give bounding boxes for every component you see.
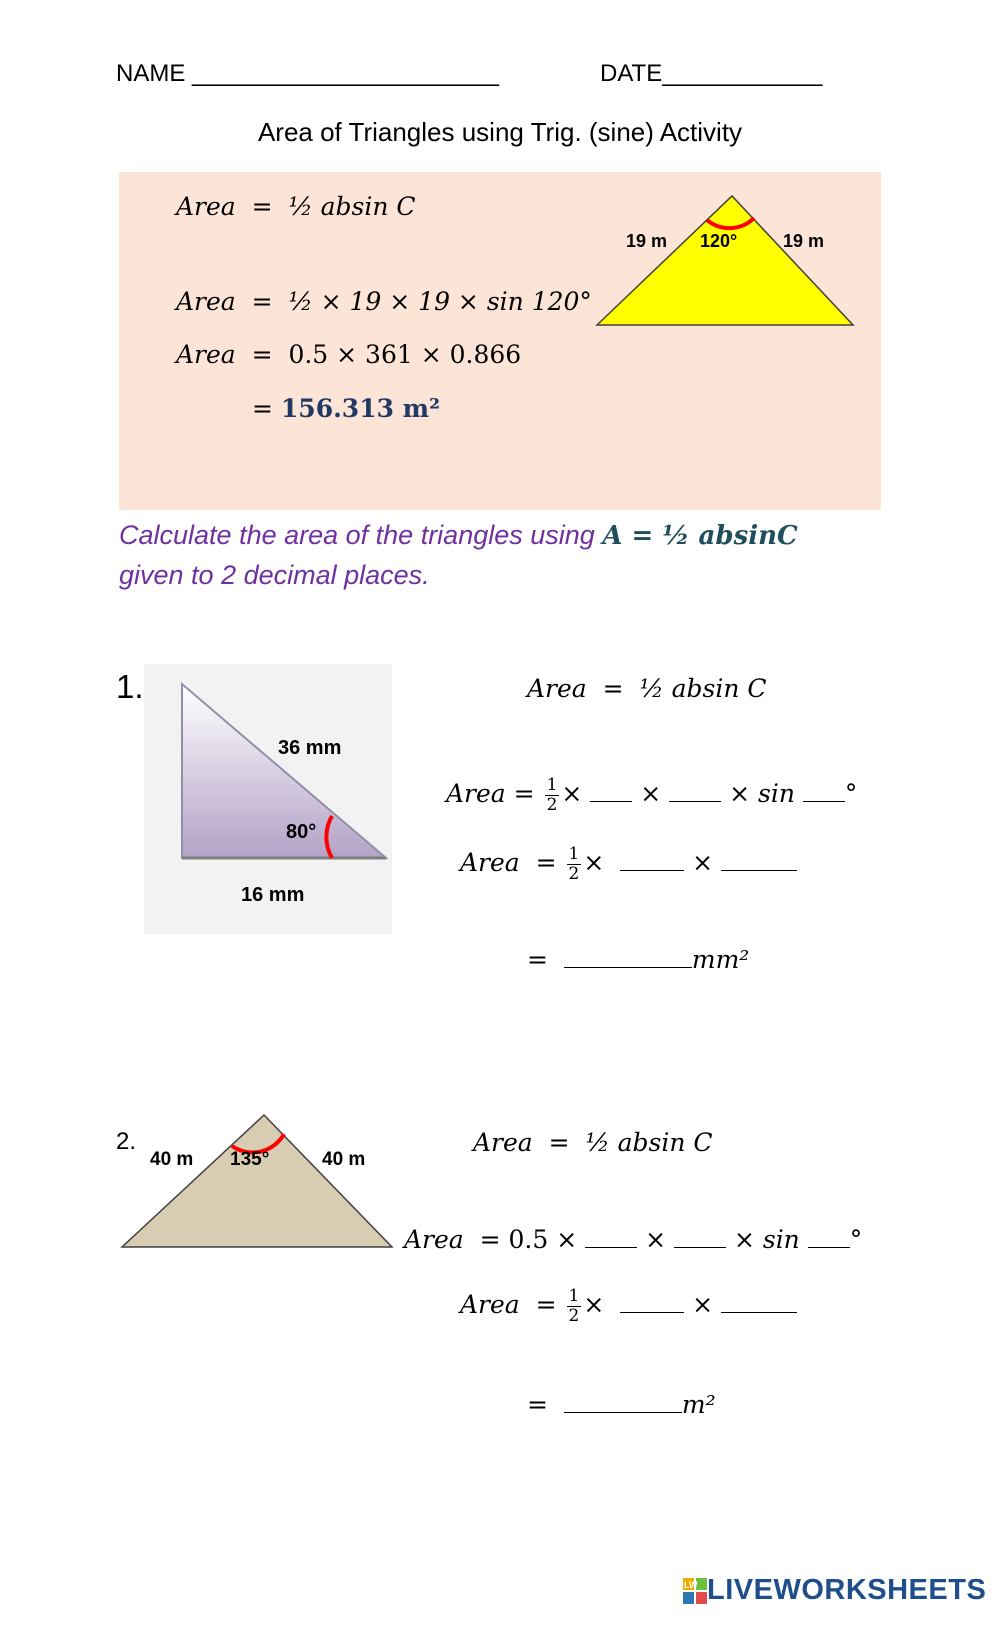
question-2-angle-label: 135° xyxy=(230,1149,270,1170)
svg-text:LW: LW xyxy=(684,1579,698,1590)
question-2-formula: Area = ½ absin C xyxy=(473,1128,713,1157)
q1-blank-angle[interactable] xyxy=(803,779,845,802)
page-title: Area of Triangles using Trig. (sine) Activity xyxy=(257,117,743,147)
question-1-triangle xyxy=(144,664,392,934)
q2-blank-c[interactable] xyxy=(620,1290,684,1313)
example-step-2: Area = 0.5 × 361 × 0.866 xyxy=(176,340,522,369)
question-1-step-1: Area = $\frac{1}{2}$ × × × sin ° xyxy=(446,775,858,815)
q1-blank-b[interactable] xyxy=(669,779,721,802)
q2-blank-a[interactable] xyxy=(585,1225,637,1248)
question-2-triangle xyxy=(110,1108,400,1253)
question-2-side-right: 40 m xyxy=(322,1149,366,1170)
question-1-formula: Area = ½ absin C xyxy=(527,674,767,703)
instruction-formula: A = ½ absinC xyxy=(602,521,798,551)
q2-answer-blank[interactable] xyxy=(564,1390,682,1413)
q1-blank-c[interactable] xyxy=(620,848,684,871)
q1-blank-a[interactable] xyxy=(590,779,632,802)
liveworksheets-brand: LIVEWORKSHEETS xyxy=(707,1574,987,1606)
question-2-number: 2. xyxy=(116,1128,137,1155)
liveworksheets-logo-icon xyxy=(683,1578,707,1604)
question-1-number: 1. xyxy=(116,668,144,705)
question-1-hypotenuse-label: 36 mm xyxy=(278,737,342,759)
date-blank: ____________ xyxy=(662,60,823,87)
example-result: = 156.313 m² xyxy=(252,394,441,423)
question-2-answer: = m² xyxy=(527,1390,716,1419)
name-label: NAME xyxy=(116,60,186,87)
question-2-step-2: Area = $\frac{1}{2}$ × × xyxy=(460,1287,797,1326)
date-label: DATE xyxy=(600,60,663,87)
example-formula: Area = ½ absin C xyxy=(176,192,416,221)
question-1-step-2: Area = $\frac{1}{2}$ × × xyxy=(460,845,797,884)
example-side-left: 19 m xyxy=(626,231,668,251)
example-triangle xyxy=(590,190,860,332)
question-2-step-1: Area = 0.5 × × × sin ° xyxy=(404,1225,863,1254)
question-2-side-left: 40 m xyxy=(150,1149,194,1170)
name-blank: _______________________ xyxy=(192,60,500,87)
example-triangle-shape xyxy=(597,196,853,325)
example-side-right: 19 m xyxy=(783,231,825,251)
q2-blank-b[interactable] xyxy=(674,1225,726,1248)
q1-blank-d[interactable] xyxy=(721,848,797,871)
name-field xyxy=(116,60,499,88)
q1-answer-blank[interactable] xyxy=(564,945,692,968)
example-step-1: Area = ½ × 19 × 19 × sin 120° xyxy=(176,287,592,316)
date-field xyxy=(600,60,822,88)
q2-blank-d[interactable] xyxy=(721,1290,797,1313)
q2-blank-angle[interactable] xyxy=(808,1225,850,1248)
example-result-value: 156.313 m² xyxy=(280,394,441,423)
question-1-base-label: 16 mm xyxy=(241,884,305,906)
instructions: Calculate the area of the triangles using A = ½ absinC given to 2 decimal places. xyxy=(119,520,798,590)
question-1-answer: = mm² xyxy=(527,945,750,974)
question-1-angle-label: 80° xyxy=(286,821,317,843)
example-angle-label: 120° xyxy=(700,231,738,251)
question-2-triangle-shape xyxy=(122,1115,392,1247)
liveworksheets-logo xyxy=(683,1574,986,1607)
